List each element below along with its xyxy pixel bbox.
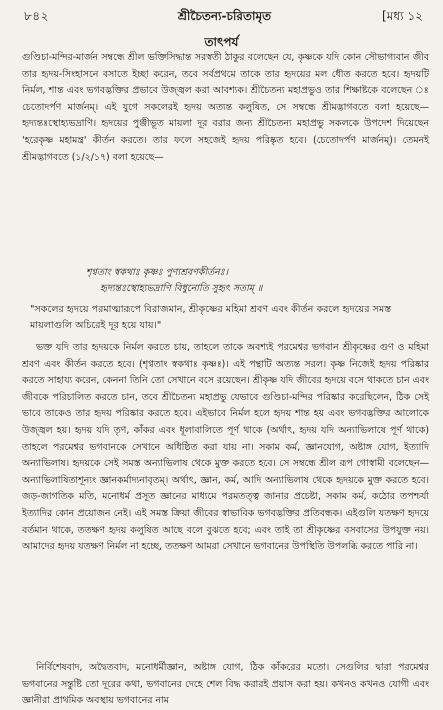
verse-line-1: শৃণ্বতাং স্বকথাঃ কৃষ্ণঃ পুণ্যশ্রবণকীর্তনঃ। [86, 267, 229, 278]
paragraph-3: নির্বিশেষবাদ, অদ্বৈতবাদ, মনোধর্মীজ্ঞান, অষ্টাঙ্গ যোগ, ঠিক কাঁকরের মতো। সেগুলির দ্বারা পরমেশ্বর ভগবানের সন্তুষ্টি তো দূরের কথা, ভগবানের দেহে শেল বিদ্ধ করারই প্রয়াস করা হয়। কখনও কখনও যোগী এবং জ্ঞানীরা প্রাথমিক অবস্থায় ভগবানের নাম [22, 662, 429, 707]
book-title: শ্রীচৈতন্য-চরিতামৃত [177, 9, 272, 23]
page-number: ৮৪২ [24, 9, 49, 23]
section-label: [মধ্য ১২ [382, 9, 423, 23]
verse-translation: "সকলের হৃদয়ে পরমাত্মারূপে বিরাজমান, শ্রীকৃষ্ণের মহিমা শ্রবণ এবং কীর্তন করলে হৃদয়ের সমস্ত মায়লাগুলি অচিরেই দূর হয়ে যায়।" [30, 304, 392, 331]
verse-line-2: হৃদ্যন্তঃস্থোহ্যভদ্রাণি বিধুনোতি সুহৃৎ সতাম্ ॥ [100, 283, 263, 294]
verse [86, 265, 403, 297]
paragraph-1: গুণ্ডিচা-মন্দির-মার্জন সম্বন্ধে শ্রীল ভক্তিসিদ্ধান্ত সরস্বতী ঠাকুর বলেছেন যে, কৃষ্ণকে যদি কোন সৌভাগ্যবান জীব তার হৃদয়-সিংহাসনে বসাতে ইচ্ছা করেন, তবে সর্বপ্রথমে তাকে তার হৃদয়ের মল ধৌত করতে হবে। হৃদয়টি নির্মল, শান্ত এবং ভগবদ্ভক্তির প্রভাবে উজ্জ্বল করা আবশ্যক। শ্রীচৈতন্য মহাপ্রভুও তার শিক্ষাষ্টকে বলেছেন ঃ চেতোদর্পণ মার্জনম্। এই যুগে সকলেরই হৃদয় অত্যন্ত কলুষিত, সে সম্বন্ধে শ্রীমদ্ভাগবতে বলা হয়েছে—হৃদ্যন্তঃস্থোহ্যভদ্রাণি। হৃদয়ের পুঞ্জীভূত মায়লা দূর বরার জন্য শ্রীচৈতন্য মহাপ্রভু সকলকে উপদেশ দিয়েছেন 'হরেকৃষ্ণ মহামন্ত্র' কীর্তন করতে। তার ফলে সহজেই হৃদয় পরিষ্কৃত হবে। (চেতোদর্পণ মার্জনম্)। তেমনই শ্রীমদ্ভাগবতে (১/২/১৭) বলা হয়েছে— [22, 52, 429, 163]
page-header [22, 6, 427, 28]
purport-heading: তাৎপর্য [204, 35, 239, 49]
paragraph-2: ভক্ত যদি তার হৃদয়কে নির্মল করতে চায়, তাহলে তাকে অবশ্যই পরমেশ্বর ভগবান শ্রীকৃষ্ণের গুণ ও মহিমা শ্রবণ এবং কীর্তন করতে হবে। (শৃণ্বতাং স্বকথাঃ কৃষ্ণঃ)। এই পন্থাটি অত্যন্ত সরল। কৃষ্ণ নিজেই হৃদয় পরিষ্কার করতে সাহায্য করেন, কেননা তিনি তো সেখানে বসে রয়েছেন। শ্রীকৃষ্ণ যদি জীবের হৃদয়ে বসে থাকতে চান এবং জীবকে পরিচালিত করতে চান, তবে শ্রীচৈতন্য মহাপ্রভু যেভাবে গুণ্ডিচা-মন্দির পরিষ্কার করেছিলেন, ঠিক সেই ভাবে তাকেও তার হৃদয় পরিষ্কার করতে হবে। এইভাবে নির্মল হলে হৃদয় শান্ত হয় এবং ভগবদ্ভক্তির আলোকে উজ্জ্বল হয়। হৃদয় যদি তৃণ, কাঁকর এবং ধূলাবালিতে পূর্ণ থাকে (অর্থাৎ, হৃদয় যদি অন্যাভিলাষে পূর্ণ থাকে) তাহলে পরমেশ্বর ভগবানকে সেখানে অধিষ্ঠিত করা যায় না। সকাম কর্ম, জ্ঞানযোগ, অষ্টাঙ্গ যোগ, ইত্যাদি অন্যাভিলাষ। হৃদয়কে সেই সমস্ত অন্যাভিলাষ থেকে মুক্ত করতে হবে। সে সম্বন্ধে শ্রীল রূপ গোস্বামী বলেছেন—অন্যাভিলাষিতাশূন্যং জ্ঞানকর্মাদ্যনাবৃতম্। অর্থাৎ, জ্ঞান, কর্ম, আদি অন্যাভিলাষ থেকে হৃদয়কে মুক্ত করতে হবে। জড়-জাগতিক মতি, মনোধর্ম প্রসূত জ্ঞানের মাধ্যমে পরমতত্ত্ব জানার প্রচেষ্টা, সকাম কর্ম, কঠোর তপশ্চর্যা ইত্যাদির কোন প্রয়োজন নেই। এই সমস্ত ক্রিয়া জীবের স্বাভাবিক ভগবদ্ভক্তির প্রতিবন্ধক। এইগুলি যতক্ষণ হৃদয়ে বর্তমান থাকে, ততক্ষণ হৃদয় কলুষিত আছে বলে বুঝতে হবে; এবং তাই তা শ্রীকৃষ্ণের বসবাসের উপযুক্ত নয়। আমাদের হৃদয় যতক্ষণ নির্মল না হচ্ছে, ততক্ষণ আমরা সেখানে ভগবানের উপস্থিতি উপলব্ধি করতে পারি না। [22, 342, 429, 553]
